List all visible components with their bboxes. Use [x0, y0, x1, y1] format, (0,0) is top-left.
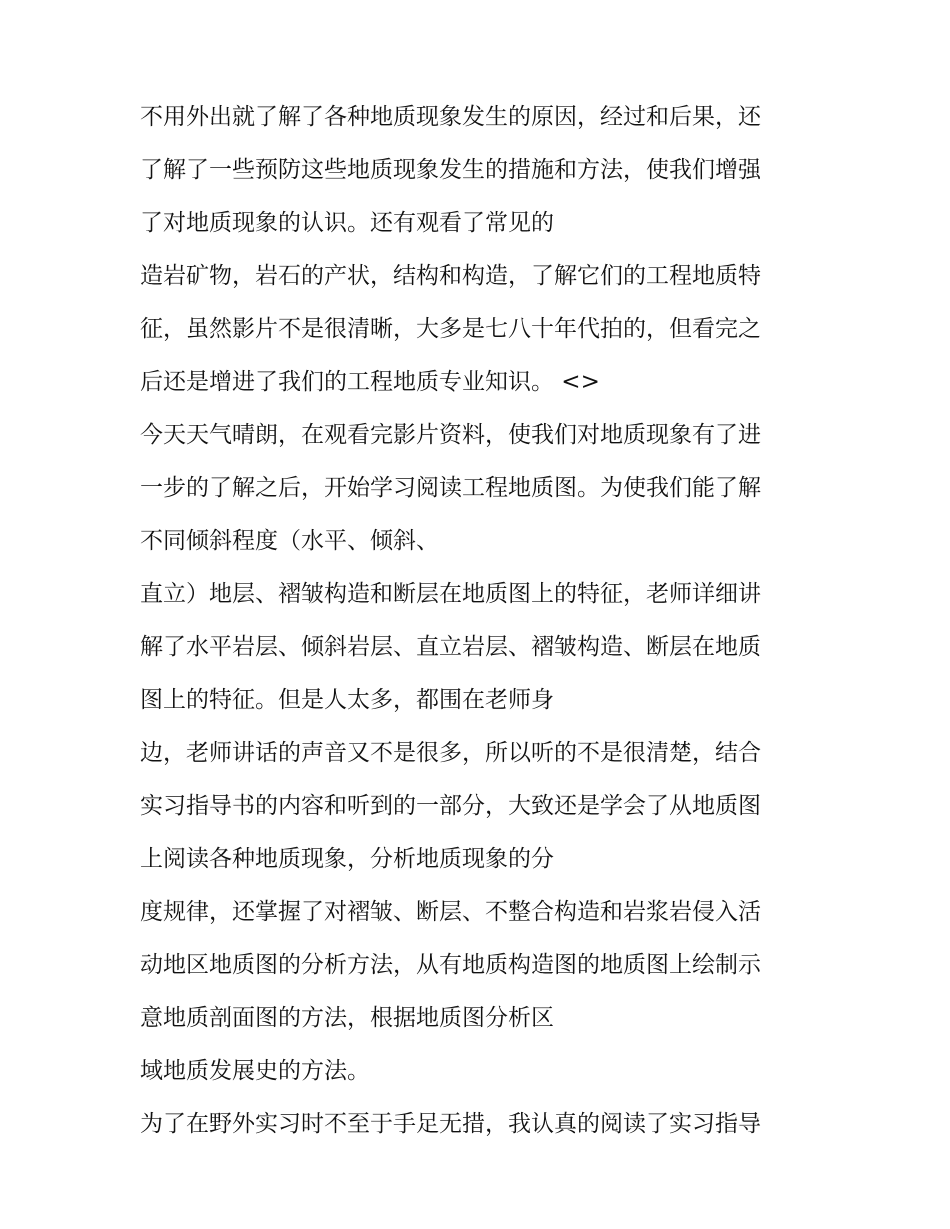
text-line: 上阅读各种地质现象，分析地质现象的分	[140, 846, 554, 872]
text-line: 不同倾斜程度（水平、倾斜、	[140, 528, 439, 554]
text-line: 解了水平岩层、倾斜岩层、直立岩层、褶皱构造、断层在地质	[140, 634, 761, 660]
text-line: 了解了一些预防这些地质现象发生的措施和方法，使我们增强	[140, 157, 761, 183]
text-line: 图上的特征。但是人太多，都围在老师身	[140, 687, 554, 713]
text-line: 度规律，还掌握了对褶皱、断层、不整合构造和岩浆岩侵入活	[140, 899, 761, 925]
body-text	[140, 104, 820, 1137]
text-line: 为了在野外实习时不至于手足无措，我认真的阅读了实习指导	[140, 1111, 761, 1137]
text-line: 征，虽然影片不是很清晰，大多是七八十年代拍的，但看完之	[140, 316, 761, 342]
text-line: 造岩矿物，岩石的产状，结构和构造，了解它们的工程地质特	[140, 263, 761, 289]
text-line: 实习指导书的内容和听到的一部分，大致还是学会了从地质图	[140, 793, 761, 819]
text-line: 今天天气晴朗，在观看完影片资料，使我们对地质现象有了进	[140, 422, 761, 448]
text-line: 域地质发展史的方法。	[140, 1058, 370, 1084]
text-line: 后还是增进了我们的工程地质专业知识。 <>	[140, 369, 600, 395]
text-line: 直立）地层、褶皱构造和断层在地质图上的特征，老师详细讲	[140, 581, 761, 607]
text-line: 一步的了解之后，开始学习阅读工程地质图。为使我们能了解	[140, 475, 761, 501]
text-line: 了对地质现象的认识。还有观看了常见的	[140, 210, 554, 236]
text-line: 不用外出就了解了各种地质现象发生的原因，经过和后果，还	[140, 104, 761, 130]
text-line: 边，老师讲话的声音又不是很多，所以听的不是很清楚，结合	[140, 740, 761, 766]
text-line: 意地质剖面图的方法，根据地质图分析区	[140, 1005, 554, 1031]
text-line: 动地区地质图的分析方法，从有地质构造图的地质图上绘制示	[140, 952, 761, 978]
